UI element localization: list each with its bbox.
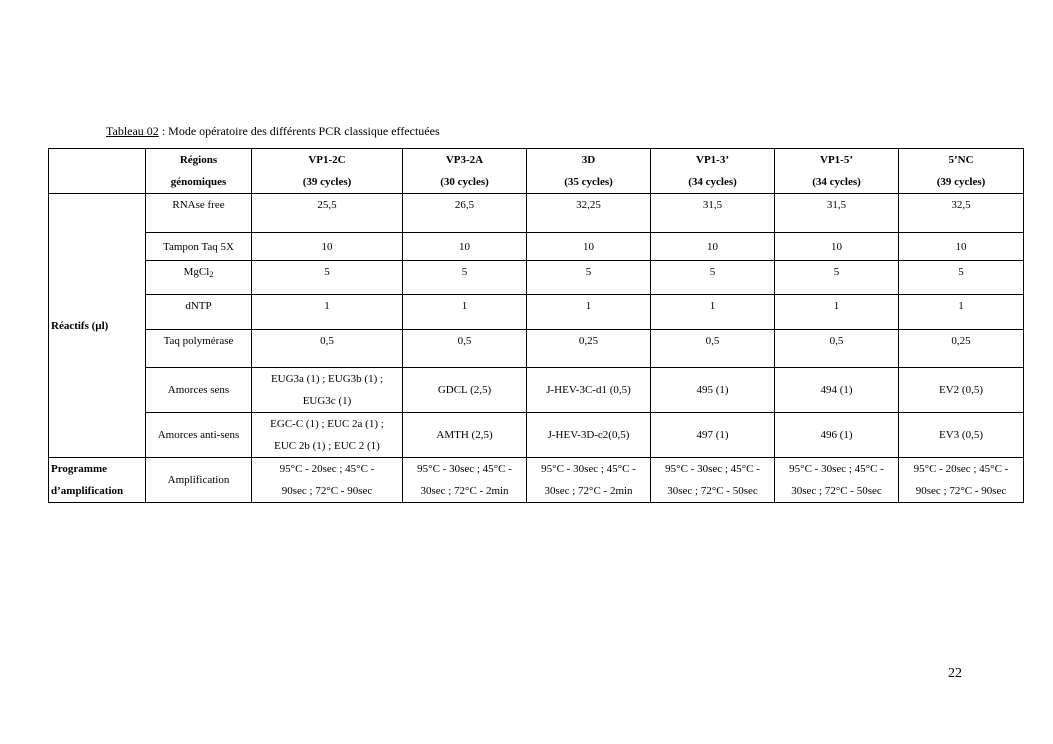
header-col-name: 5’NC	[948, 154, 974, 166]
header-col-cycles: (39 cycles)	[936, 176, 986, 188]
table-cell: 0,25	[899, 330, 1024, 368]
table-cell	[899, 458, 1024, 503]
header-col-cycles: (34 cycles)	[812, 176, 861, 188]
header-col-cycles: (30 cycles)	[440, 176, 489, 188]
cell-line: 90sec ; 72°C - 90sec	[281, 485, 373, 497]
table-cell: 0,5	[775, 330, 899, 368]
table-row	[49, 261, 1024, 295]
table-cell: 495 (1)	[651, 368, 775, 413]
cell-line: 95°C - 20sec ; 45°C -	[913, 463, 1009, 475]
table-cell: 0,5	[403, 330, 527, 368]
table-cell: 5	[527, 261, 651, 295]
cell-line: EUG3c (1)	[302, 395, 352, 407]
table-cell: 1	[527, 295, 651, 330]
header-col-name: VP1-5’	[820, 154, 853, 166]
row-label	[146, 261, 252, 295]
table-cell: 494 (1)	[775, 368, 899, 413]
header-col-cycles: (34 cycles)	[688, 176, 737, 188]
header-col-cycles: (35 cycles)	[564, 176, 613, 188]
cell-line: 30sec ; 72°C - 2min	[544, 485, 633, 497]
corner-cell	[49, 149, 146, 194]
cell-line: 30sec ; 72°C - 50sec	[791, 485, 882, 497]
table-cell: 25,5	[252, 194, 403, 233]
table-cell: 31,5	[651, 194, 775, 233]
table-cell: 26,5	[403, 194, 527, 233]
table-cell: 10	[403, 233, 527, 261]
header-regions	[146, 149, 252, 194]
row-label: Taq polymérase	[146, 330, 252, 368]
table-cell: 5	[403, 261, 527, 295]
table-row	[49, 194, 1024, 233]
table-row	[49, 368, 1024, 413]
table-row	[49, 330, 1024, 368]
table-cell: 0,5	[252, 330, 403, 368]
header-col	[899, 149, 1024, 194]
header-col	[527, 149, 651, 194]
cell-line: 90sec ; 72°C - 90sec	[915, 485, 1007, 497]
table-cell: 5	[651, 261, 775, 295]
page-number: 22	[948, 666, 962, 681]
table-cell	[403, 458, 527, 503]
table-cell: 1	[252, 295, 403, 330]
header-col-name: VP1-2C	[308, 154, 346, 166]
table-cell: 1	[775, 295, 899, 330]
header-col	[252, 149, 403, 194]
row-label: Amorces sens	[146, 368, 252, 413]
row-label: dNTP	[146, 295, 252, 330]
cell-line: 30sec ; 72°C - 2min	[420, 485, 509, 497]
reactifs-group-label: Réactifs (µl)	[49, 194, 146, 458]
table-cell	[252, 413, 403, 458]
table-cell: EV2 (0,5)	[899, 368, 1024, 413]
cell-line: 95°C - 30sec ; 45°C -	[789, 463, 884, 475]
table-row	[49, 458, 1024, 503]
table-cell: 497 (1)	[651, 413, 775, 458]
table-cell: 0,25	[527, 330, 651, 368]
cell-line: EUC 2b (1) ; EUC 2 (1)	[274, 440, 380, 452]
row-label: Amplification	[146, 458, 252, 503]
table-cell: EV3 (0,5)	[899, 413, 1024, 458]
header-regions-line1: Régions	[179, 154, 218, 166]
cell-line: 95°C - 30sec ; 45°C -	[541, 463, 636, 475]
table-row	[49, 295, 1024, 330]
table-cell: GDCL (2,5)	[403, 368, 527, 413]
header-col-cycles: (39 cycles)	[302, 176, 352, 188]
table-cell: 0,5	[651, 330, 775, 368]
table-cell: 10	[527, 233, 651, 261]
cell-line: 95°C - 30sec ; 45°C -	[417, 463, 512, 475]
row-label: Amorces anti-sens	[146, 413, 252, 458]
caption-text: : Mode opératoire des différents PCR classique effectuées	[158, 124, 440, 138]
table-cell	[775, 458, 899, 503]
cell-line: EGC-C (1) ; EUC 2a (1) ;	[270, 418, 384, 430]
table-cell: 496 (1)	[775, 413, 899, 458]
table-cell: 32,25	[527, 194, 651, 233]
table-cell: 1	[651, 295, 775, 330]
caption-label: Tableau 02	[106, 124, 159, 138]
table-cell	[252, 368, 403, 413]
table-row	[49, 233, 1024, 261]
table-cell: 10	[899, 233, 1024, 261]
cell-line: 95°C - 30sec ; 45°C -	[665, 463, 760, 475]
table-caption	[106, 124, 440, 139]
table-cell: 1	[403, 295, 527, 330]
table-cell	[651, 458, 775, 503]
programme-group-label	[49, 458, 146, 503]
cell-line: EUG3a (1) ; EUG3b (1) ;	[270, 373, 384, 385]
row-label-subscript: 2	[209, 270, 214, 279]
pcr-table	[48, 148, 1024, 503]
header-col-name: 3D	[581, 154, 596, 166]
table-cell: 1	[899, 295, 1024, 330]
table-cell	[252, 458, 403, 503]
programme-line2: d’amplification	[51, 485, 124, 497]
header-col-name: VP1-3’	[696, 154, 729, 166]
table-cell: AMTH (2,5)	[403, 413, 527, 458]
table-cell: 10	[252, 233, 403, 261]
table-cell: 10	[651, 233, 775, 261]
cell-line: 30sec ; 72°C - 50sec	[667, 485, 758, 497]
table-cell: 5	[775, 261, 899, 295]
cell-line: 95°C - 20sec ; 45°C -	[279, 463, 375, 475]
header-col	[651, 149, 775, 194]
header-row	[49, 149, 1024, 194]
programme-line1: Programme	[51, 463, 107, 475]
table-cell: 5	[899, 261, 1024, 295]
table-cell: 5	[252, 261, 403, 295]
table-row	[49, 413, 1024, 458]
header-col	[775, 149, 899, 194]
row-label-main: MgCl	[183, 266, 210, 278]
table-cell: 32,5	[899, 194, 1024, 233]
row-label: RNAse free	[146, 194, 252, 233]
header-regions-line2: génomiques	[170, 176, 227, 188]
table-cell: J-HEV-3D-c2(0,5)	[527, 413, 651, 458]
table-cell	[527, 458, 651, 503]
header-col	[403, 149, 527, 194]
table-cell: J-HEV-3C-d1 (0,5)	[527, 368, 651, 413]
row-label: Tampon Taq 5X	[146, 233, 252, 261]
table-cell: 10	[775, 233, 899, 261]
table-cell: 31,5	[775, 194, 899, 233]
header-col-name: VP3-2A	[445, 154, 484, 166]
